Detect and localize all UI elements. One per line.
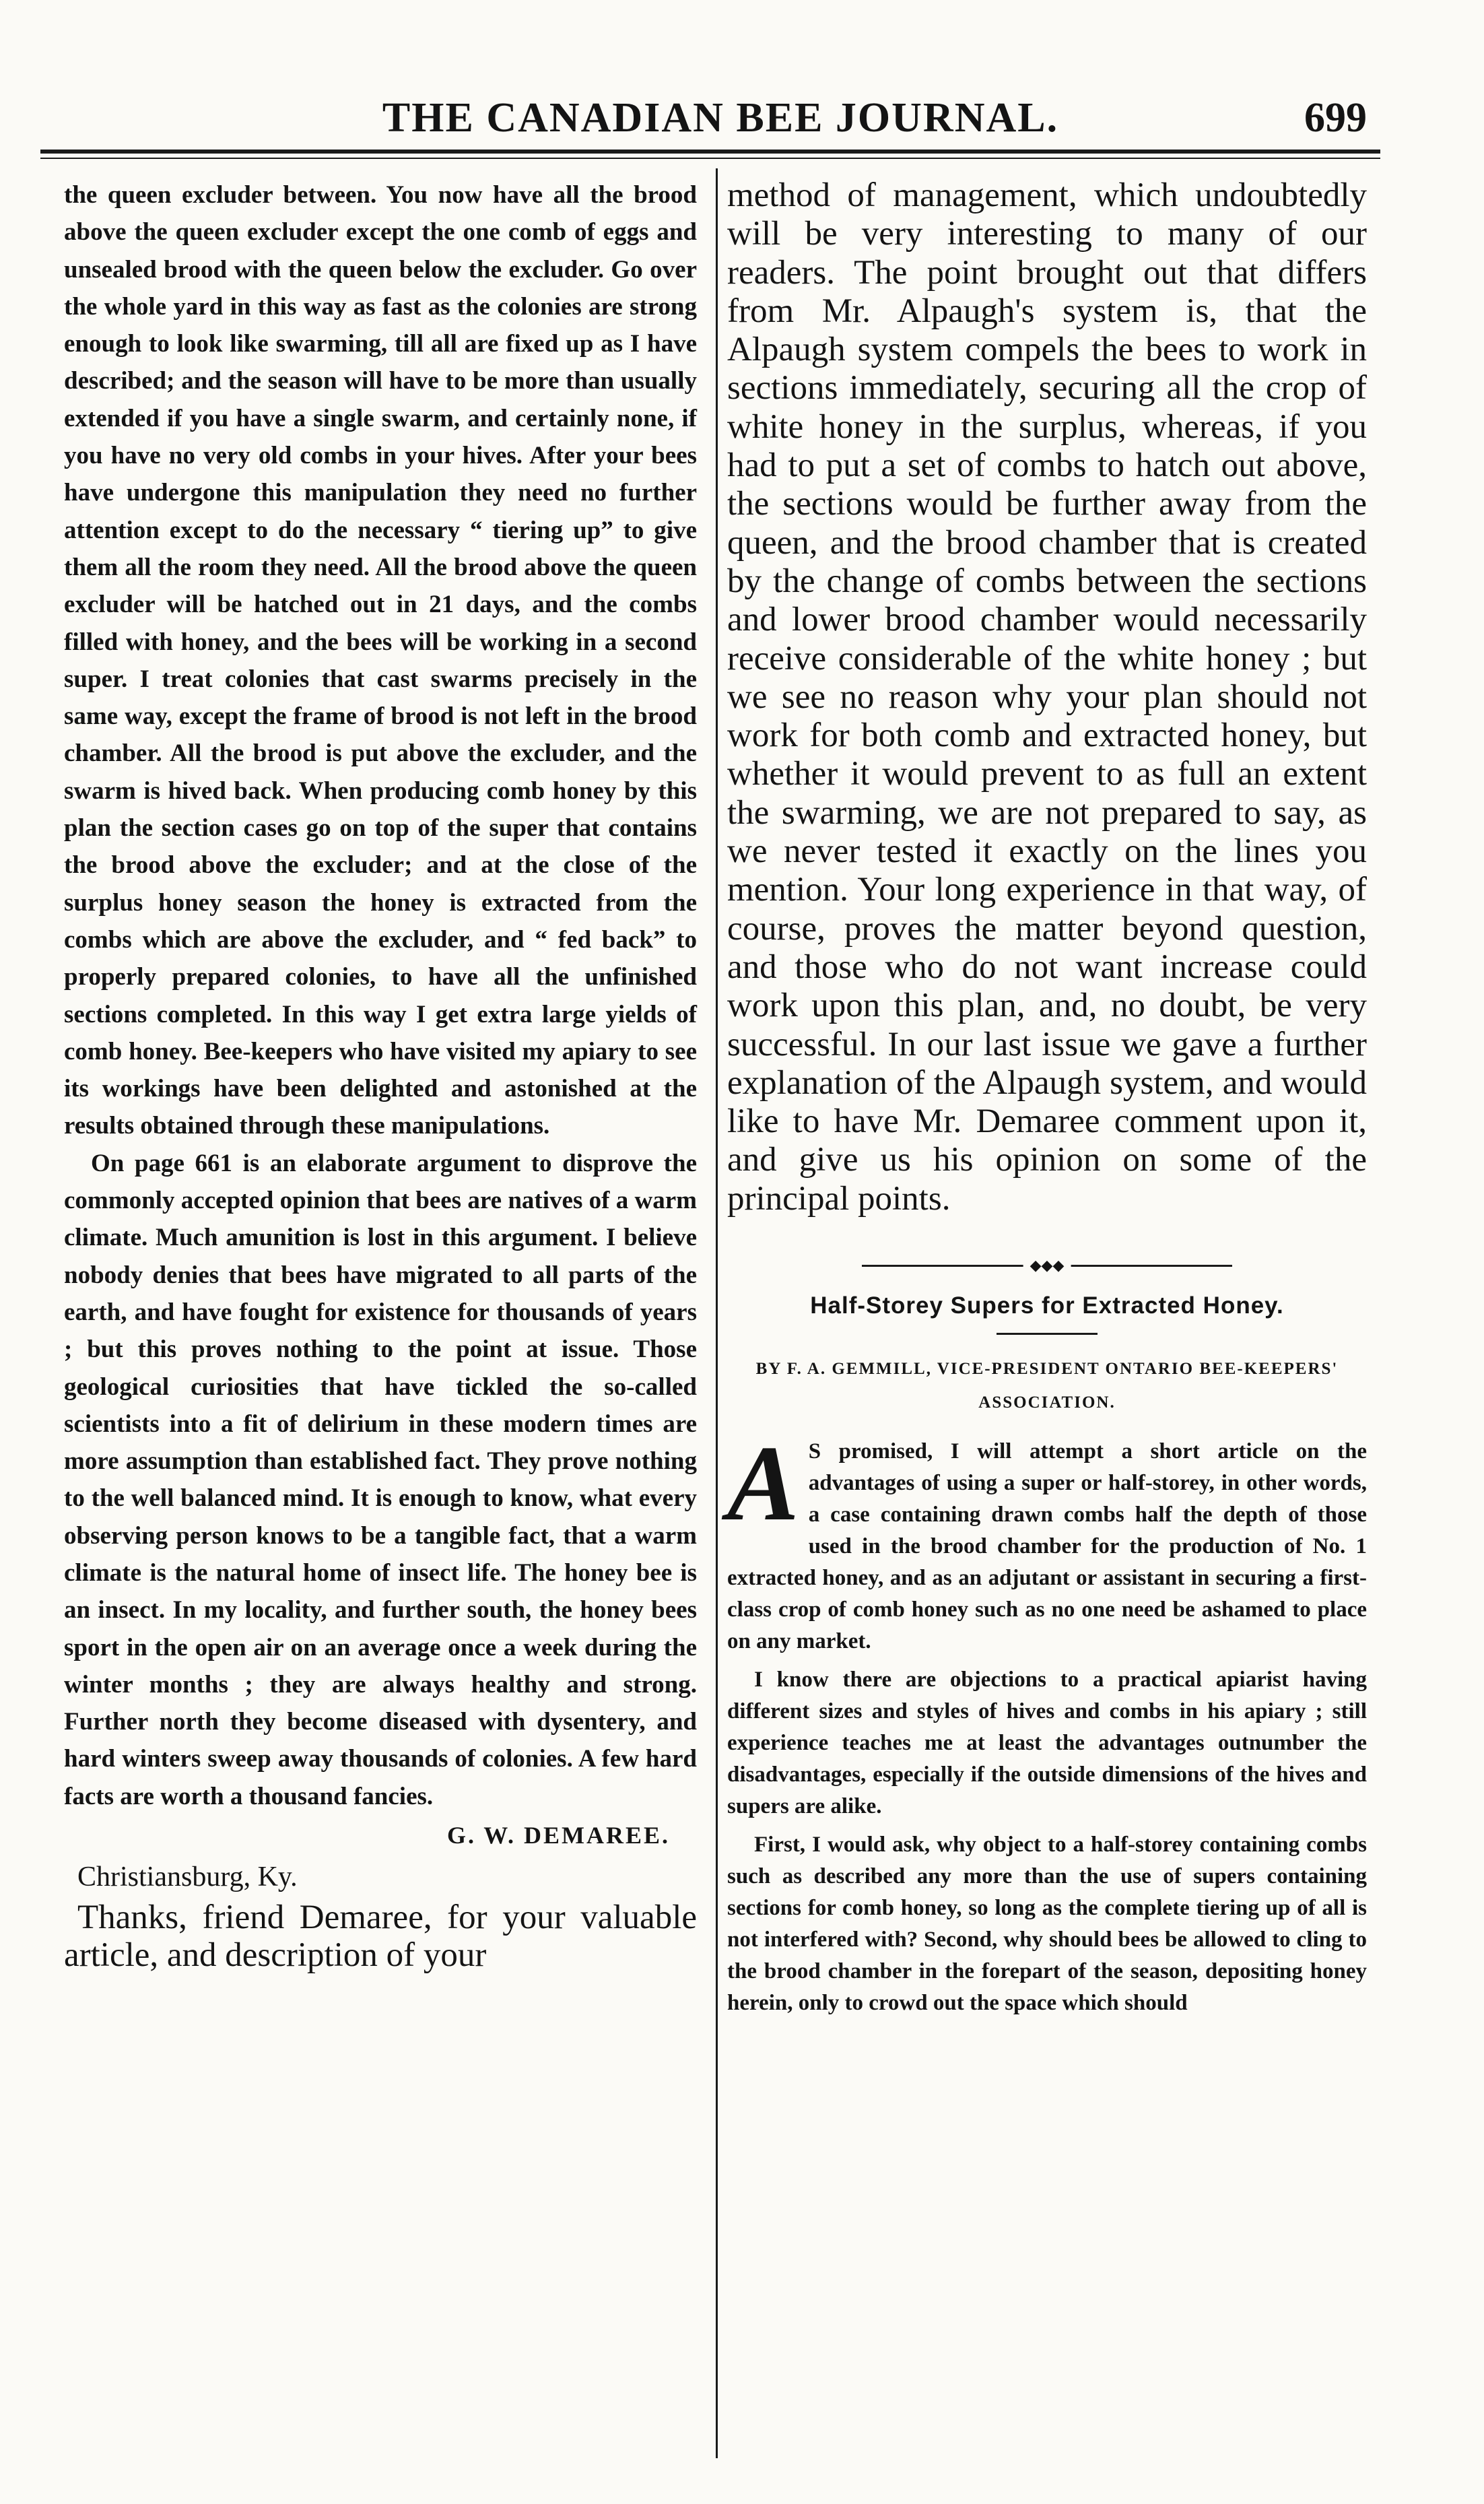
journal-title: THE CANADIAN BEE JOURNAL. [382, 95, 1059, 141]
page-header [61, 88, 1380, 155]
editor-note-start: Thanks, friend Demaree, for your valuable article, and description of your [64, 1899, 697, 1975]
page-number: 699 [1304, 95, 1367, 141]
ornament-icon: ◆◆◆ [1023, 1259, 1071, 1272]
right-column [727, 176, 1367, 2019]
article-byline: BY F. A. GEMMILL, VICE-PRESIDENT ONTARIO BEE-KEEPERS' ASSOCIATION. [755, 1360, 1339, 1412]
article-title: Half-Storey Supers for Extracted Honey. [810, 1292, 1284, 1319]
editor-note-continued: method of management, which undoubtedly will be very interesting to many of our readers. The point brought out that differs from Mr. Alpaugh's system is, that the Alpaugh system compels the bees to work in sections immediately, securing all the crop of white honey in the surplus, whereas, if you had to put a set of combs to hatch out above, the sections would be further away from the queen, and the brood chamber that is created by the change of combs between the sections and lower brood chamber would necessarily receive considerable of the white honey ; but we see no reason why your plan should not work for both comb and extracted honey, but whether it would prevent to as full an extent the swarming, we are not prepared to say, as we never tested it exactly on the lines you mention. Your long experience in that way, of course, proves the matter beyond question, and those who do not want increase could work upon this plan, and, no doubt, be very successful. In our last issue we gave a further explanation of the Alpaugh system, and would like to have Mr. Demaree comment upon it, and give us his opinion on some of the principal points. [727, 176, 1367, 1218]
title-rule [997, 1333, 1098, 1335]
article-paragraph-3: First, I would ask, why object to a half-storey containing combs such as described any more than the use of supers containing sections for comb honey, so long as the complete tiering up of all is not interfered with? Second, why should bees be allowed to cling to the brood chamber in the forepart of the season, depositing honey herein, only to crowd out the space which should [727, 1833, 1367, 2016]
article-paragraph-1 [727, 1423, 1367, 1657]
author-location: Christiansburg, Ky. [77, 1861, 298, 1893]
article-paragraph-2: I know there are objections to a practical apiarist having different sizes and styles of hives and combs in his apiary ; still experience teaches me at least the advantages outnumber the disadvantages, especially if the outside dimensions of the hives and supers are alike. [727, 1668, 1367, 1819]
header-rule-thick [40, 150, 1380, 154]
column-divider [716, 168, 718, 2458]
author-signature: G. W. DEMAREE. [446, 1822, 670, 1849]
left-column [64, 176, 697, 1974]
letter-paragraph-2: On page 661 is an elaborate argument to disprove the commonly accepted opinion that bees are natives of a warm climate. Much amunition is lost in this argument. I believe nobody denies that bees have migrated to all parts of the earth, and have fought for existence for thousands of years ; but this proves nothing to the point at issue. Those geological curiosities that have tickled the so-called scientists into a fit of delirium in these modern times are more assumption than established fact. They prove nothing to the well balanced mind. It is enough to know, what every observing person knows to be a tangible fact, that a warm climate is the natural home of insect life. The honey bee is an insect. In my locality, and further south, the honey bees sport in the open air on an average once a week during the winter months ; they are always healthy and strong. Further north they become diseased with dysentery, and hard winters sweep away thousands of colonies. A few hard facts are worth a thousand fancies. [64, 1149, 697, 1810]
article-paragraph-1-text: S promised, I will attempt a short article on the advantages of using a super or half-storey, in other words, a case containing drawn combs half the depth of those used in the brood chamber for the production of No. 1 extracted honey, and as an adjutant or assistant in securing a first-class crop of comb honey such as no one need be ashamed to place on any market. [727, 1439, 1367, 1654]
header-rule-thin [40, 158, 1380, 159]
drop-cap-letter: A [727, 1423, 799, 1544]
letter-paragraph-1: the queen excluder between. You now have all the brood above the queen excluder except the one comb of eggs and unsealed brood with the queen below the excluder. Go over the whole yard in this way as fast as the colonies are strong enough to look like swarming, till all are fixed up as I have described; and the season will have to be more than usually extended if you have a single swarm, and certainly none, if you have no very old combs in your hives. After your bees have undergone this manipulation they need no further attention except to do the necessary “ tiering up” to give them all the room they need. All the brood above the queen excluder will be hatched out in 21 days, and the combs filled with honey, and the bees will be working in a second super. I treat colonies that cast swarms precisely in the same way, except the frame of brood is not left in the brood chamber. All the brood is put above the excluder, and the swarm is hived back. When producing comb honey by this plan the section cases go on top of the super that contains the brood above the excluder; and at the close of the surplus honey season the honey is extracted from the combs which are above the excluder, and “ fed back” to properly prepared colonies, to have all the unfinished sections completed. In this way I get extra large yields of comb honey. Bee-keepers who have visited my apiary to see its workings have been delighted and astonished at the results obtained through these manipulations. [64, 181, 697, 1140]
section-ornament [727, 1259, 1367, 1272]
